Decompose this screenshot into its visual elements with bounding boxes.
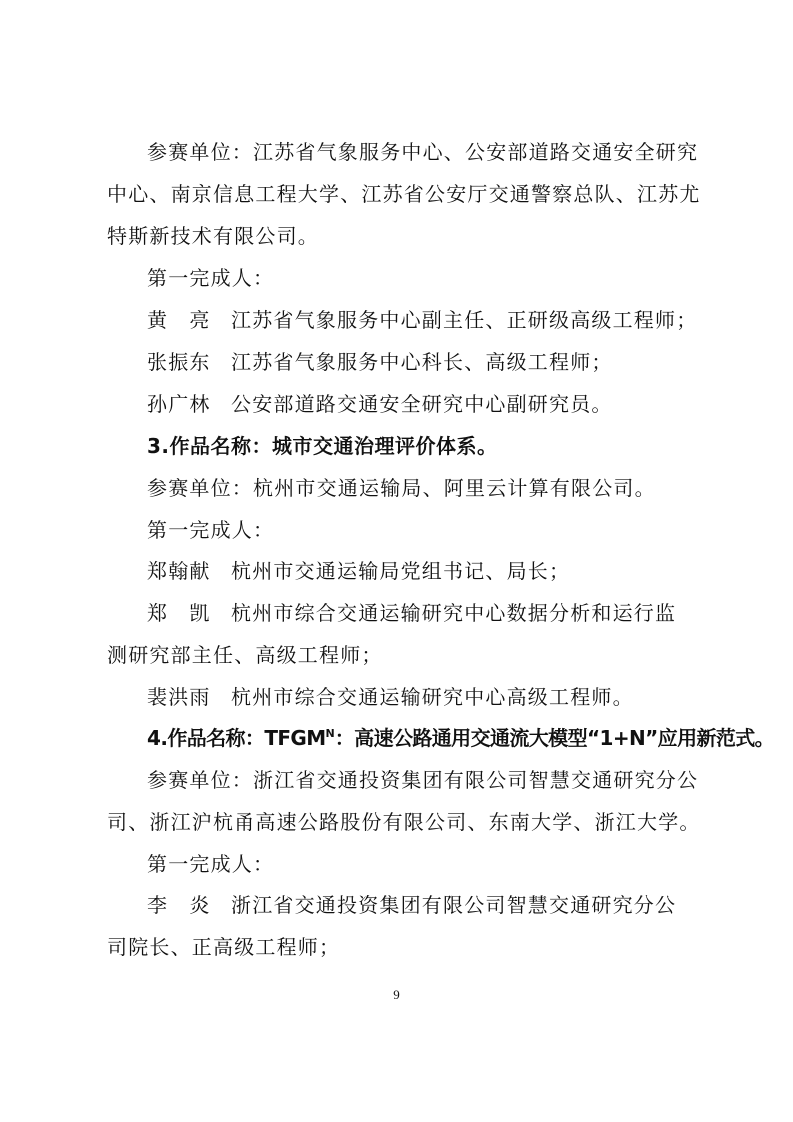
completer-name: 李 炎 [147, 893, 211, 917]
completer-title: 杭州市综合交通运输研究中心数据分析和运行监 [231, 601, 677, 625]
completer-row [147, 557, 570, 585]
first-completers-label-2: 第一完成人： [147, 266, 275, 290]
participant-units-4-cont: 司、浙江沪杭甬高速公路股份有限公司、东南大学、浙江大学。 [107, 810, 701, 834]
participant-units-3: 参赛单位：杭州市交通运输局、阿里云计算有限公司。 [147, 476, 656, 500]
completer-title: 江苏省气象服务中心科长、高级工程师； [231, 350, 613, 374]
completer-name: 黄 亮 [147, 308, 211, 332]
completer-row [147, 599, 676, 627]
completer-row [147, 348, 613, 376]
completer-name: 孙广林 [147, 392, 211, 416]
completer-row [147, 306, 697, 334]
section-heading-3: 3.作品名称：城市交通治理评价体系。 [147, 434, 498, 458]
participant-units-2-cont: 中心、南京信息工程大学、江苏省公安厅交通警察总队、江苏尤 [107, 182, 701, 206]
completer-name: 张振东 [147, 350, 211, 374]
completer-title: 江苏省气象服务中心副主任、正研级高级工程师； [231, 308, 698, 332]
section-heading-4 [147, 724, 774, 756]
completer-name: 裴洪雨 [147, 685, 211, 709]
completer-name: 郑翰献 [147, 559, 211, 583]
completer-title-cont: 司院长、正高级工程师； [107, 935, 341, 959]
section-heading-4-subtitle: ：高速公路通用交通流大模型“1+N”应用新范式。 [334, 726, 775, 750]
participant-units-2: 参赛单位：江苏省气象服务中心、公安部道路交通安全研究 [147, 140, 699, 164]
completer-title: 公安部道路交通安全研究中心副研究员。 [231, 392, 613, 416]
completer-row [147, 683, 634, 711]
completer-title: 浙江省交通投资集团有限公司智慧交通研究分公 [231, 893, 677, 917]
superscript: N [325, 727, 335, 740]
section-heading-4-title: 4.作品名称：TFGM [147, 726, 326, 750]
completer-title: 杭州市交通运输局党组书记、局长； [231, 559, 571, 583]
participant-units-4: 参赛单位：浙江省交通投资集团有限公司智慧交通研究分公 [147, 768, 699, 792]
completer-row [147, 390, 613, 418]
first-completers-label-3: 第一完成人： [147, 518, 275, 542]
completer-title-cont: 测研究部主任、高级工程师； [107, 643, 383, 667]
completer-name: 郑 凯 [147, 601, 211, 625]
participant-units-2-end: 特斯新技术有限公司。 [107, 224, 319, 248]
completer-row [147, 891, 676, 919]
first-completers-label-4: 第一完成人： [147, 852, 275, 876]
completer-title: 杭州市综合交通运输研究中心高级工程师。 [231, 685, 634, 709]
page-number: 9 [393, 987, 400, 1002]
